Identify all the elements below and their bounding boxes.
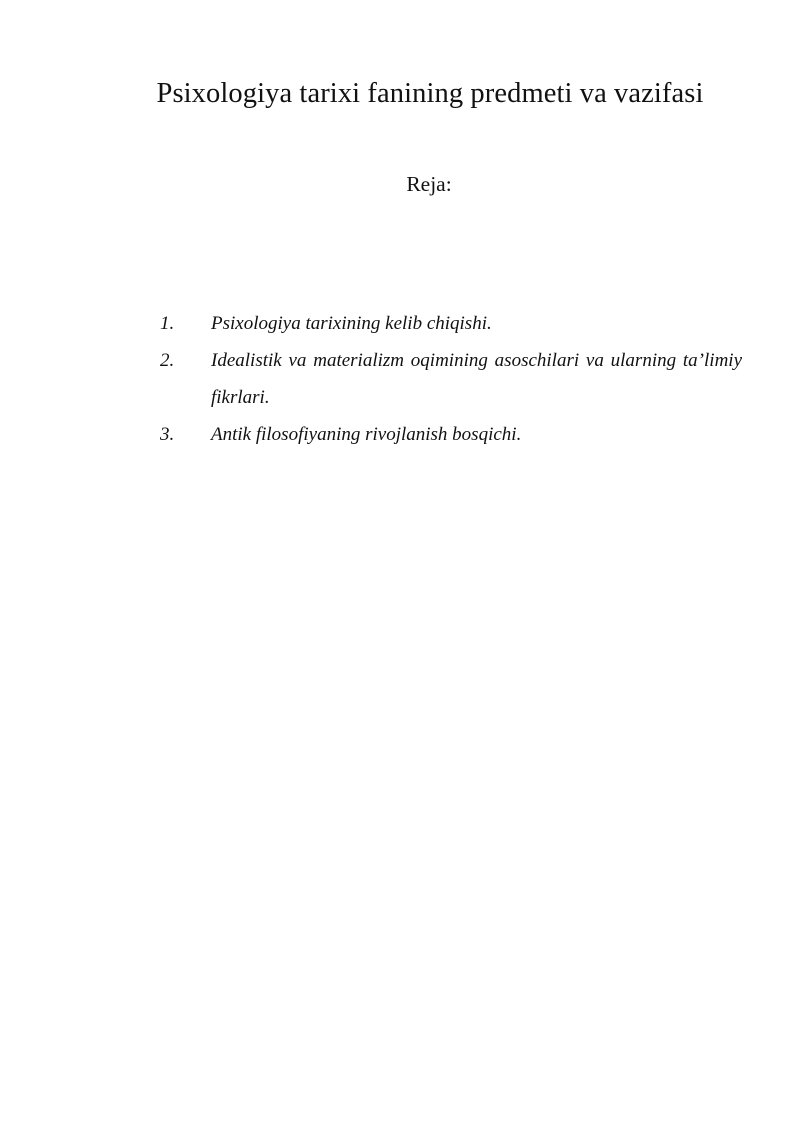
plan-item-number: 1.: [160, 313, 175, 334]
plan-item-1: [160, 305, 742, 342]
plan-list: [160, 305, 742, 453]
plan-item-2: [160, 342, 742, 416]
plan-item-text: Psixologiya tarixining kelib chiqishi.: [211, 313, 492, 334]
plan-item-number: 3.: [160, 424, 175, 445]
plan-item-3: [160, 416, 742, 453]
document-title: Psixologiya tarixi fanining predmeti va vazifasi: [156, 78, 704, 109]
plan-item-text: Idealistik va materializm oqimining asoschilari va ularning ta’limiy fikrlari.: [211, 350, 742, 408]
plan-item-number: 2.: [160, 350, 175, 371]
plan-heading: Reja:: [406, 172, 452, 196]
plan-item-text: Antik filosofiyaning rivojlanish bosqichi.: [211, 424, 522, 445]
